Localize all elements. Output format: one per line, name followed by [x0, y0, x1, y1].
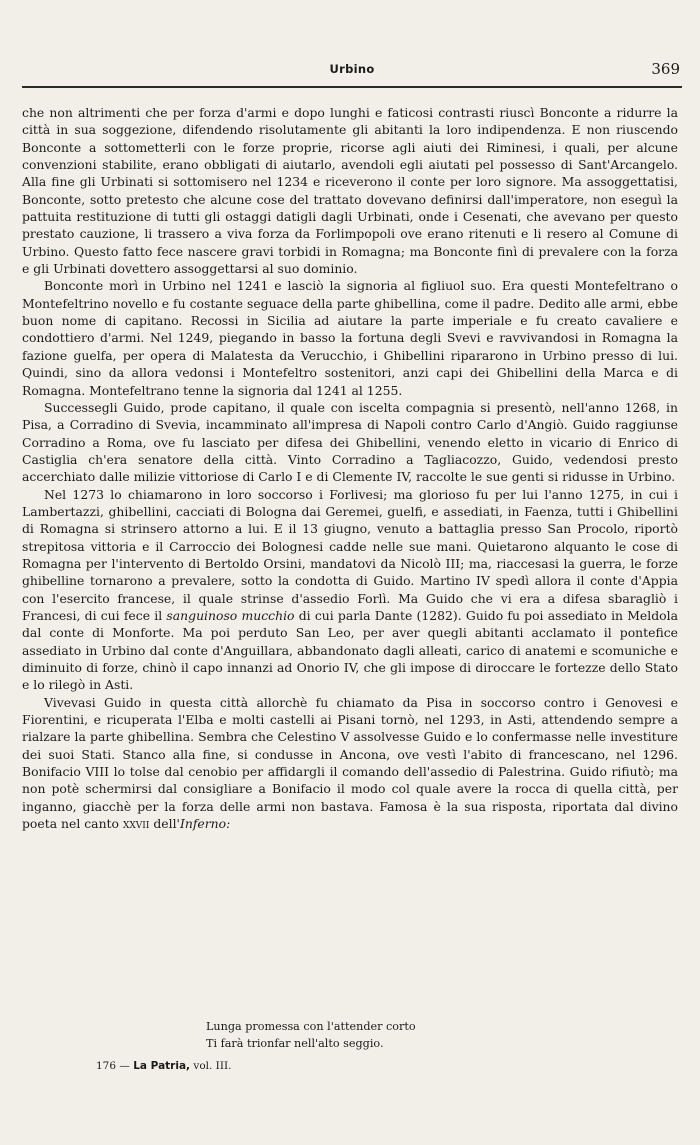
- canto-numeral: xxvii: [122, 816, 150, 832]
- paragraph-4-text-a: Nel 1273 lo chiamarono in loro soccorso i Forlivesi; ma glorioso fu per lui l'anno 1275, in cui i Lambertazzi, ghibellini, cacciati di Bologna dai Geremei, guelfi, e assediati, in Faenza, tutti i Ghibellini di Romagna si strinsero attorno a lui. E il 13 giugno, venuto a battaglia presso San Procolo, riportò strepitosa vittoria e il Carroccio dei Bolognesi cadde nelle sue mani. Quietarono alquanto le cose di Romagna per l'intervento di Bertoldo Orsini, mandatovi da Nicolò III; ma, riaccesasi la guerra, le forze ghibelline tornarono a prevalere, sotto la condotta di Guido. Martino IV spedì allora il conte d'Appia con l'esercito francese, il quale strinse d'assedio Forlì. Ma Guido che vi era a difesa sbaragliò i Francesi, di cui fece il: [22, 486, 678, 623]
- dell-text: dell': [153, 816, 180, 832]
- body-text: [22, 104, 678, 832]
- running-header: [22, 60, 682, 88]
- paragraph-5: [22, 694, 678, 833]
- page-number: 369: [651, 60, 680, 78]
- magazine-name: La Patria,: [133, 1060, 191, 1072]
- verse-quote: [206, 1018, 416, 1052]
- paragraph-3: Successegli Guido, prode capitano, il quale con iscelta compagnia si presentò, nell'anno 1268, in Pisa, a Corradino di Svevia, incamminato all'impresa di Napoli contro Carlo d'Angiò. Guido raggiunse Corradino a Roma, ove fu lasciato per difesa dei Ghibellini, venendo eletto in vicario di Enrico di Castiglia ch'era senatore della città. Vinto Corradino a Tagliacozzo, Guido, vedendosi presto accerchiato dalle milizie vittoriose di Carlo I e di Clemente IV, raccolte le sue genti si ridusse in Urbino.: [22, 399, 678, 485]
- verse-line-2: Ti farà trionfar nell'alto seggio.: [206, 1037, 384, 1050]
- inferno-title: Inferno:: [179, 816, 231, 832]
- verse-line-1: Lunga promessa con l'attender corto: [206, 1020, 416, 1033]
- signature-number: 176 —: [96, 1060, 130, 1072]
- paragraph-2: Bonconte morì in Urbino nel 1241 e lasciò la signoria al figliuol suo. Era questi Montefeltrano o Montefeltrino novello e fu costante seguace della parte ghibellina, come il padre. Dedito alle armi, ebbe buon nome di capitano. Recossi in Sicilia ad aiutare la parte imperiale e fu creato cavaliere e condottiero d'armi. Nel 1249, piegando in basso la fortuna degli Svevi e ravvivandosi in Romagna la fazione guelfa, per opera di Malatesta da Verucchio, i Ghibellini ripararono in Urbino presso di lui. Quindi, sino da allora vedonsi i Montefeltro sostenitori, anzi capi dei Ghibellini della Marca e di Romagna. Montefeltrano tenne la signoria dal 1241 al 1255.: [22, 278, 678, 398]
- printer-signature: [96, 1060, 231, 1072]
- paragraph-1: che non altrimenti che per forza d'armi e dopo lunghi e faticosi contrasti riuscì Bonconte a ridurre la città in sua soggezione, difendendo risolutamente gli abitanti la loro indipendenza. E non riuscendo Bonconte a sottometterli con le forze proprie, ricorse agli aiuti dei Riminesi, i quali, per alcune convenzioni stabilite, erano obbligati di aiutarlo, avendoli egli aiutati pel possesso di Sant'Arcangelo. Alla fine gli Urbinati si sottomisero nel 1234 e riceverono il conte per loro signore. Ma assoggettatisi, Bonconte, sotto pretesto che alcune cose del trattato dovevano definirsi dall'imperatore, non eseguì la pattuita restituzione di tutti gli ostaggi datigli dagli Urbinati, onde i Cesenati, che avevano per questo prestato cauzione, li trassero a viva forza da Forlimpopoli ove erano ritenuti e li resero al Comune di Urbino. Questo fatto fece nascere gravi torbidi in Romagna; ma Bonconte finì di prevalere con la forza e gli Urbinati dovettero assoggettarsi al suo dominio.: [22, 105, 678, 277]
- paragraph-5-text: Vivevasi Guido in questa città allorchè fu chiamato da Pisa in soccorso contro i Genovesi e Fiorentini, e ricuperata l'Elba e molti castelli ai Pisani tornò, nel 1293, in Asti, attendendo sempre a rialzare la parte ghibellina. Sembra che Celestino V assolvesse Guido e lo confermasse nelle investiture dei suoi Stati. Stanco alla fine, si condusse in Ancona, ove vestì l'abito di francescano, nel 1296. Bonifacio VIII lo tolse dal cenobio per affidargli il comando dell'assedio di Palestrina. Guido rifiutò; ma non potè schermirsi dal consigliare a Bonifacio il modo col quale avere la rocca di quella città, per inganno, giacchè per la forza delle armi non bastava. Famosa è la sua risposta, riportata dal divino poeta nel canto: [22, 694, 678, 832]
- paragraph-4: [22, 486, 678, 694]
- volume-label: vol. III.: [193, 1060, 232, 1072]
- header-title: Urbino: [329, 62, 375, 76]
- paragraph-4-text-b: di cui parla Dante (1282). Guido fu poi assediato in Meldola dal conte di Monforte. Ma poi perduto San Leo, per aver quegli abitanti acclamato il pontefice assediato in Urbino dal conte d'Anguillara, abbandonato dagli alleati, carico di anatemi e scomuniche e diminuito di forze, chinò il capo innanzi ad Onorio IV, che gli impose di diroccare le fortezze dello Stato e lo rilegò in Asti.: [22, 607, 678, 693]
- italic-phrase: sanguinoso mucchio: [166, 607, 295, 623]
